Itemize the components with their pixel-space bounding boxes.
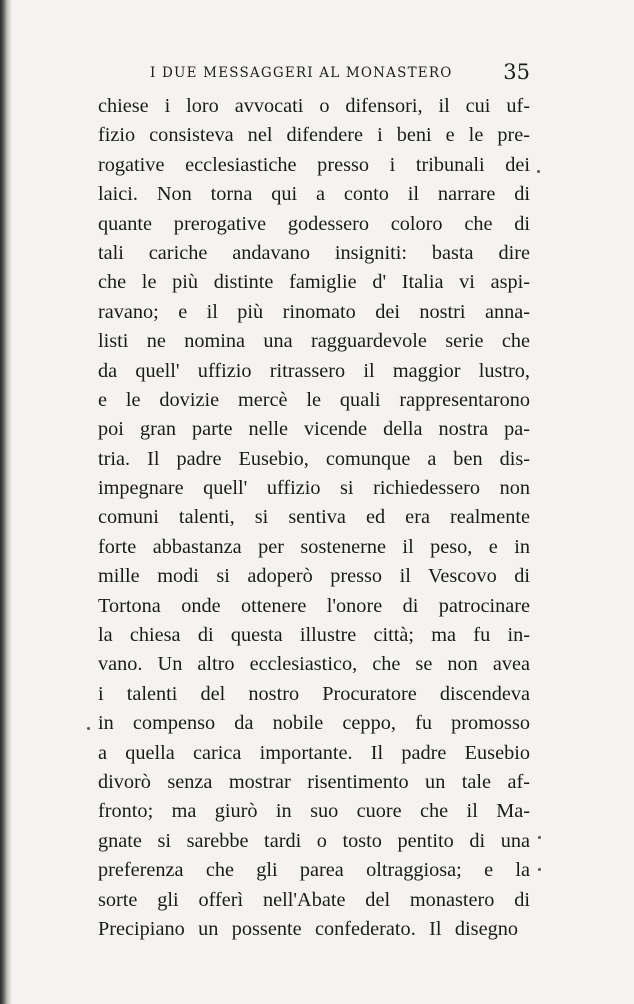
text-line: che le più distinte famiglie d' Italia vi aspi-	[98, 271, 530, 294]
text-line: gnate si sarebbe tardi o tosto pentito di una	[98, 829, 530, 852]
text-line: rogative ecclesiastiche presso i tribunali dei	[98, 153, 530, 176]
text-line: Tortona onde ottenere l'onore di patrocinare	[98, 594, 530, 617]
text-line: chiese i loro avvocati o difensori, il cui uf-	[98, 95, 530, 117]
text-line: comuni talenti, si sentiva ed era realmente	[98, 506, 530, 529]
text-line: i talenti del nostro Procuratore discendeva	[98, 682, 530, 705]
text-line: mille modi si adoperò presso il Vescovo di	[98, 565, 530, 588]
text-line: da quell' uffizio ritrassero il maggior lustro,	[98, 359, 530, 382]
text-line: fizio consisteva nel difendere i beni e le pre-	[98, 124, 530, 147]
text-line: la chiesa di questa illustre città; ma fu in-	[98, 624, 530, 647]
page-number: 35	[503, 60, 530, 84]
text-line: ravano; e il più rinomato dei nostri anna-	[98, 300, 530, 323]
text-line: in compenso da nobile ceppo, fu promosso	[98, 712, 530, 735]
paper-speck	[537, 170, 540, 173]
text-line: preferenza che gli parea oltraggiosa; e la	[98, 859, 530, 882]
text-line: Precipiano un possente confederato. Il disegno	[98, 917, 518, 940]
running-head: I DUE MESSAGGERI AL MONASTERO	[150, 65, 453, 81]
body-text	[98, 92, 530, 944]
text-line: poi gran parte nelle vicende della nostra pa-	[98, 418, 530, 441]
text-line: forte abbastanza per sostenerne il peso, e in	[98, 535, 530, 558]
text-line: laici. Non torna qui a conto il narrare di	[98, 183, 530, 206]
paper-speck	[538, 868, 541, 871]
text-line: divorò senza mostrar risentimento un tale af-	[98, 770, 530, 793]
text-line: listi ne nomina una ragguardevole serie che	[98, 330, 530, 353]
paper-speck	[538, 836, 541, 839]
paper-speck	[87, 727, 90, 730]
text-line: sorte gli offerì nell'Abate del monastero di	[98, 888, 530, 911]
text-line: vano. Un altro ecclesiastico, che se non avea	[98, 653, 530, 676]
text-line: tali cariche andavano insigniti: basta dire	[98, 241, 530, 264]
text-line: fronto; ma giurò in suo cuore che il Ma-	[98, 800, 530, 823]
page-header	[150, 60, 530, 88]
text-line: e le dovizie mercè le quali rappresentarono	[98, 388, 530, 411]
text-line: tria. Il padre Eusebio, comunque a ben dis-	[98, 447, 530, 470]
text-line: quante prerogative godessero coloro che di	[98, 212, 530, 235]
page-binding-edge	[0, 0, 12, 1004]
text-line: a quella carica importante. Il padre Eusebio	[98, 741, 530, 764]
text-line: impegnare quell' uffizio si richiedessero non	[98, 477, 530, 500]
